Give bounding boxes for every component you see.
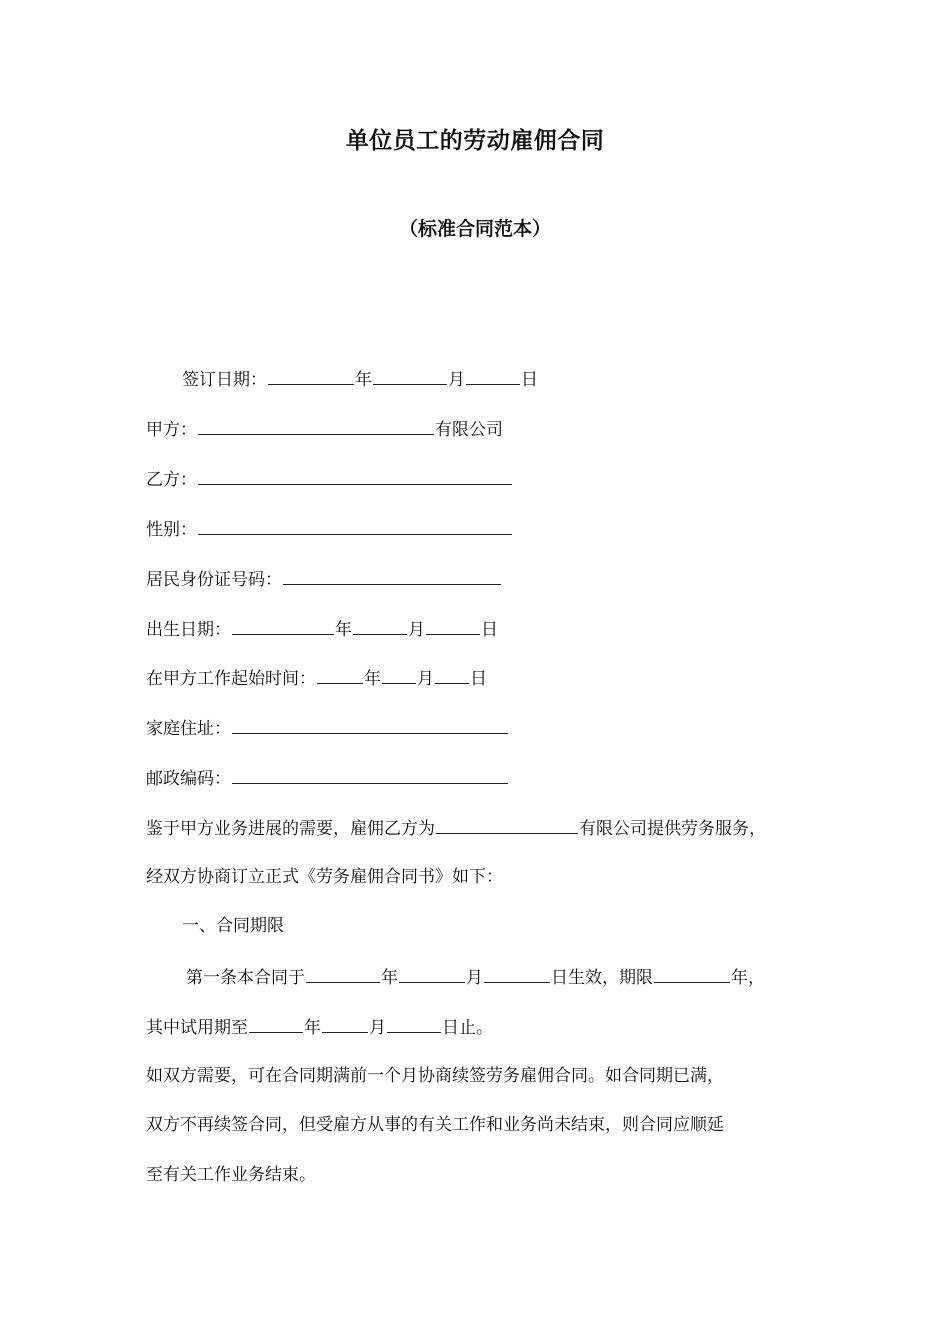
effective-year-blank[interactable] (306, 965, 380, 983)
probation-end-text: 日止。 (442, 1018, 493, 1038)
party-b-line (146, 467, 513, 489)
address-line (146, 716, 509, 738)
preamble-text-a: 鉴于甲方业务进展的需要，雇佣乙方为 (146, 819, 435, 839)
section-heading: 一、合同期限 (182, 916, 284, 936)
birth-day-blank[interactable] (426, 617, 480, 635)
birth-line (146, 617, 498, 639)
article-1-text: 第一条本合同于 (186, 968, 305, 988)
paragraph-line-2: 双方不再续签合同，但受雇方从事的有关工作和业务尚未结束，则合同应顺延 (146, 1115, 724, 1135)
birth-year-blank[interactable] (232, 617, 334, 635)
party-b-label: 乙方： (146, 470, 197, 490)
probation-year-blank[interactable] (249, 1015, 303, 1033)
year-label: 年 (335, 620, 352, 640)
probation-text: 其中试用期至 (146, 1018, 248, 1038)
gender-line (146, 517, 513, 539)
day-label: 日 (470, 669, 487, 689)
month-label: 月 (369, 1018, 386, 1038)
probation-day-blank[interactable] (387, 1015, 441, 1033)
start-year-blank[interactable] (317, 666, 363, 684)
year-label: 年 (355, 370, 372, 390)
postcode-line (146, 766, 509, 788)
year-label: 年 (304, 1018, 321, 1038)
sign-year-blank[interactable] (268, 367, 354, 385)
article-1-line-2 (146, 1015, 493, 1037)
effective-day-blank[interactable] (484, 965, 550, 983)
year-label: 年 (364, 669, 381, 689)
gender-blank[interactable] (198, 517, 512, 535)
postcode-blank[interactable] (232, 766, 508, 784)
start-date-line (146, 666, 487, 688)
gender-label: 性别： (146, 520, 197, 540)
paragraph-line-1: 如双方需要，可在合同期满前一个月协商续签劳务雇佣合同。如合同期已满， (146, 1066, 724, 1086)
preamble-line-1 (146, 816, 766, 838)
month-label: 月 (408, 620, 425, 640)
preamble-line-2: 经双方协商订立正式《劳务雇佣合同书》如下： (146, 867, 503, 887)
month-label: 月 (466, 968, 483, 988)
term-years-blank[interactable] (654, 965, 730, 983)
sign-date-label: 签订日期： (182, 370, 267, 390)
article-1-line-1 (186, 965, 765, 987)
month-label: 月 (448, 370, 465, 390)
sign-day-blank[interactable] (466, 367, 520, 385)
paragraph-line-3: 至有关工作业务结束。 (146, 1165, 316, 1185)
party-b-blank[interactable] (198, 467, 512, 485)
year-label: 年 (381, 968, 398, 988)
start-month-blank[interactable] (382, 666, 416, 684)
preamble-company-blank[interactable] (436, 816, 578, 834)
probation-month-blank[interactable] (322, 1015, 368, 1033)
postcode-label: 邮政编码： (146, 769, 231, 789)
id-line (146, 567, 502, 589)
day-label: 日 (481, 620, 498, 640)
address-blank[interactable] (232, 716, 508, 734)
start-label: 在甲方工作起始时间： (146, 669, 316, 689)
party-a-line (146, 417, 503, 439)
party-a-label: 甲方： (146, 420, 197, 440)
month-label: 月 (417, 669, 434, 689)
day-label: 日 (521, 370, 538, 390)
document-title: 单位员工的劳动雇佣合同 (345, 128, 605, 154)
id-label: 居民身份证号码： (146, 570, 282, 590)
birth-month-blank[interactable] (353, 617, 407, 635)
id-blank[interactable] (283, 567, 501, 585)
party-a-blank[interactable] (198, 417, 434, 435)
preamble-text-b: 有限公司提供劳务服务， (579, 819, 766, 839)
address-label: 家庭住址： (146, 719, 231, 739)
birth-label: 出生日期： (146, 620, 231, 640)
sign-date-line (182, 367, 538, 389)
start-day-blank[interactable] (435, 666, 469, 684)
term-year-label: 年， (731, 968, 765, 988)
party-a-suffix: 有限公司 (435, 420, 503, 440)
document-subtitle: （标准合同范本） (398, 218, 551, 240)
sign-month-blank[interactable] (373, 367, 447, 385)
effective-text: 日生效，期限 (551, 968, 653, 988)
effective-month-blank[interactable] (399, 965, 465, 983)
